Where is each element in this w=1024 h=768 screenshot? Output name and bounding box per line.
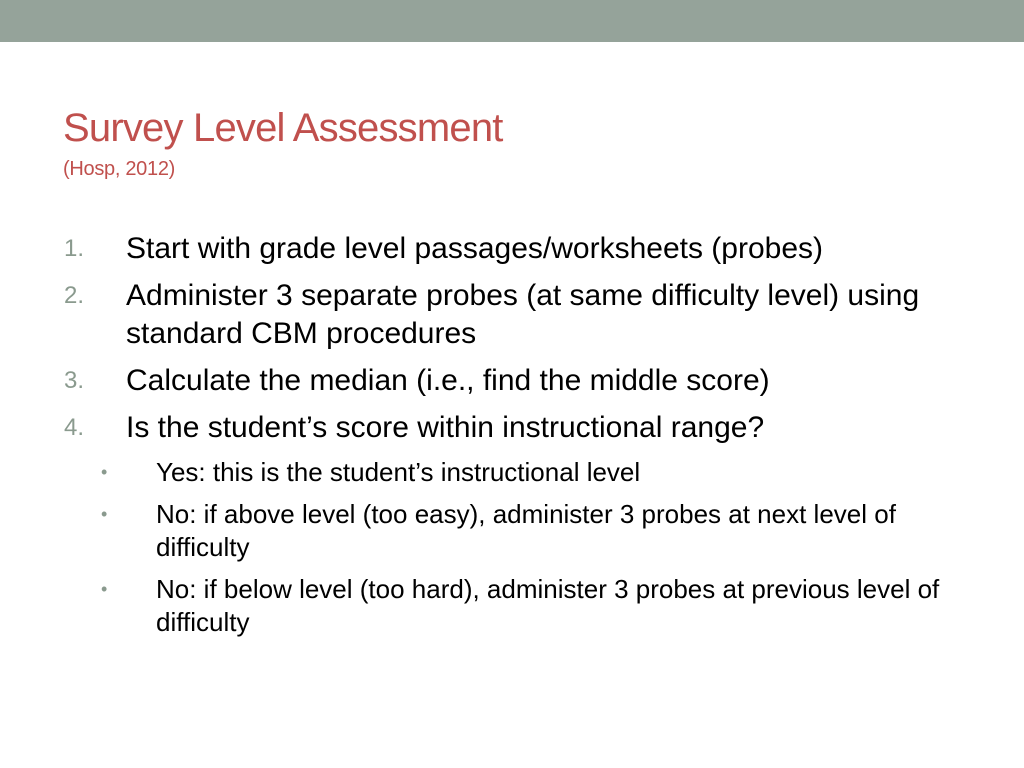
- sub-bullet-item: [64, 573, 964, 639]
- bullet-text: Yes: this is the student’s instructional level: [156, 457, 641, 487]
- item-text: Start with grade level passages/worksheets (probes): [126, 232, 824, 265]
- numbered-item-2: [64, 277, 964, 353]
- top-color-band: [0, 0, 1024, 42]
- sub-bullet-list: [64, 456, 964, 639]
- item-number: 1.: [64, 235, 85, 262]
- item-text: Administer 3 separate probes (at same difficulty level) using standard CBM procedures: [126, 279, 920, 350]
- numbered-item-1: [64, 230, 964, 268]
- bullet-dot-icon: •: [101, 579, 108, 599]
- numbered-item-3: [64, 362, 964, 400]
- item-number: 2.: [64, 282, 85, 309]
- item-text: Is the student’s score within instructional range?: [126, 411, 765, 444]
- sub-bullet-item: [64, 456, 964, 489]
- slide-title: Survey Level Assessment: [63, 106, 503, 150]
- sub-bullet-item: [64, 498, 964, 564]
- slide-subtitle: (Hosp, 2012): [63, 158, 176, 180]
- numbered-item-4: [64, 409, 964, 447]
- item-number: 3.: [64, 367, 85, 394]
- item-number: 4.: [64, 414, 85, 441]
- item-text: Calculate the median (i.e., find the middle score): [126, 364, 770, 397]
- bullet-dot-icon: •: [101, 462, 108, 482]
- slide-content: [64, 230, 964, 648]
- bullet-dot-icon: •: [101, 504, 108, 524]
- bullet-text: No: if above level (too easy), administer 3 probes at next level of difficulty: [156, 499, 896, 562]
- bullet-text: No: if below level (too hard), administer 3 probes at previous level of difficulty: [156, 574, 940, 637]
